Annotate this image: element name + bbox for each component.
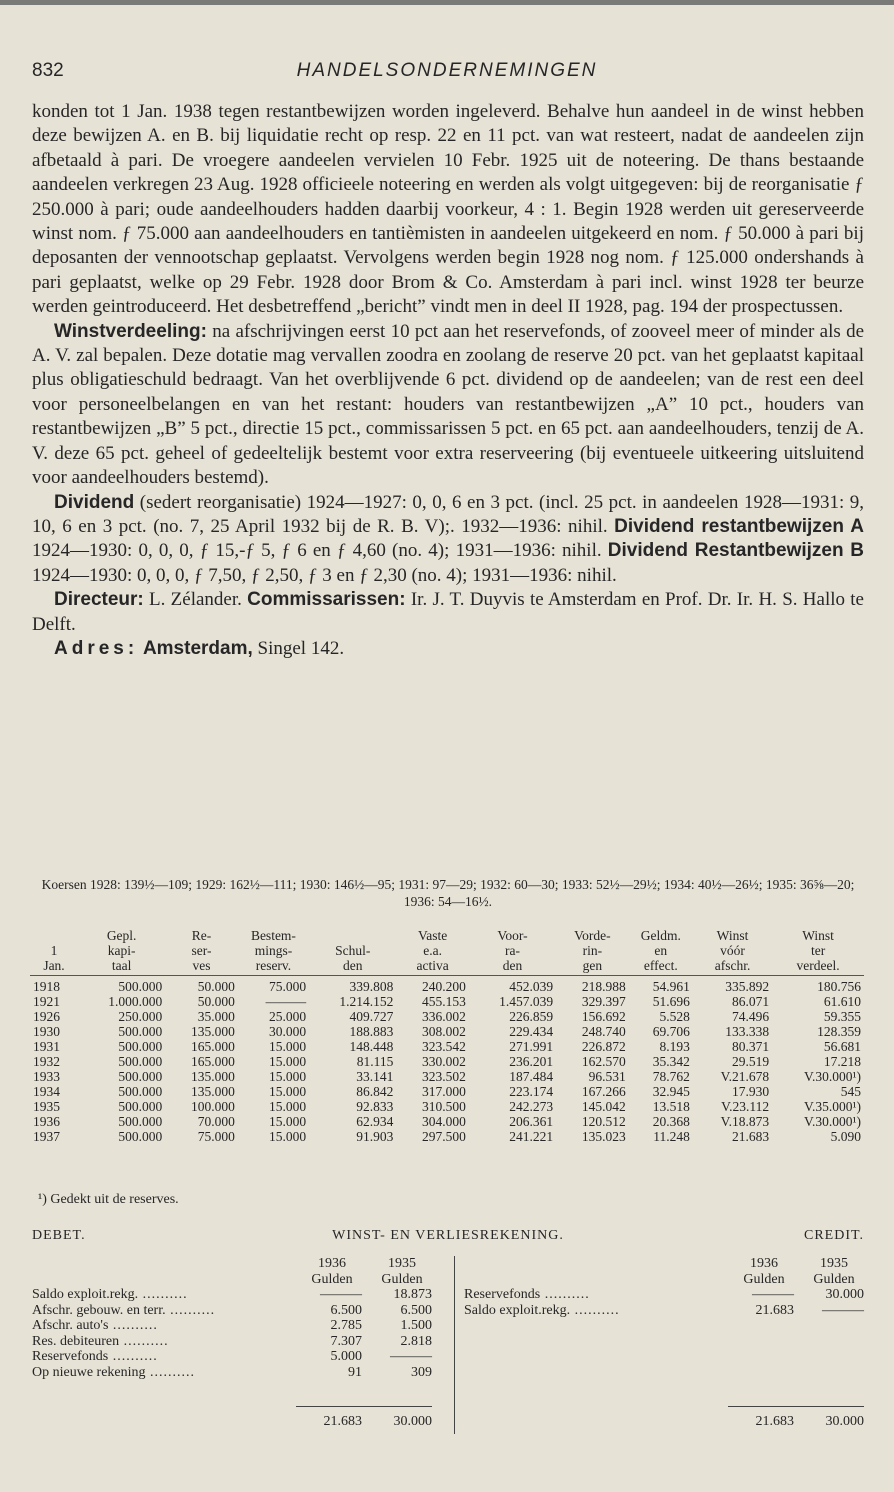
- debet-rows: [32, 1287, 432, 1380]
- table-cell: 74.496: [732, 1009, 770, 1024]
- table-cell: 323.542: [422, 1039, 466, 1054]
- table-cell: 162.570: [581, 1054, 626, 1069]
- credit-unit-row: [464, 1272, 864, 1288]
- account-row: [464, 1287, 864, 1303]
- credit-unit-1: Gulden: [743, 1271, 785, 1287]
- debet-side: [32, 1256, 432, 1380]
- table-cell: 70.000: [197, 1114, 235, 1129]
- table-cell: V.30.000¹): [803, 1069, 861, 1084]
- table-cell: 96.531: [588, 1069, 626, 1084]
- table-cell: 339.808: [349, 979, 394, 994]
- table-cell: 81.115: [356, 1054, 394, 1069]
- table-header-cell: Vaste: [417, 928, 448, 943]
- debet-unit-row: [32, 1272, 432, 1288]
- table-cell: 500.000: [118, 1024, 163, 1039]
- table-cell: 61.610: [823, 994, 861, 1009]
- leader-dots: ..........: [108, 1318, 158, 1333]
- table-cell: 15.000: [268, 1099, 307, 1114]
- table-cell: 75.000: [197, 1129, 235, 1144]
- table-cell: 500.000: [118, 1069, 163, 1084]
- article-body: [32, 100, 864, 661]
- table-cell: 180.756: [817, 979, 861, 994]
- dividend-b-text: 1924—1930: 0, 0, 0, ƒ 7,50, ƒ 2,50, ƒ 3 en ƒ 2,30 (no. 4); 1931—1936: nihil.: [32, 564, 617, 586]
- financial-table: [30, 928, 864, 1144]
- table-cell: 223.174: [509, 1084, 554, 1099]
- leader-dots: ..........: [165, 1302, 216, 1318]
- table-header-cell: den: [469, 958, 556, 976]
- table-header-cell: den: [309, 958, 396, 976]
- account-value-2: ———: [822, 1302, 864, 1318]
- account-row-label: Afschr. auto's: [32, 1318, 109, 1333]
- account-value-2: ———: [390, 1349, 432, 1364]
- credit-totals: [464, 1414, 864, 1430]
- account-value-1: 7.307: [330, 1333, 362, 1349]
- table-cell: 455.153: [422, 994, 466, 1009]
- table-header-cell: en: [654, 943, 668, 958]
- account-row-label-wrap: [464, 1303, 620, 1319]
- account-row-label: Saldo exploit.rekg.: [464, 1302, 571, 1318]
- table-header-row: [30, 928, 864, 943]
- table-header-cell: Voor-: [497, 928, 528, 943]
- table-cell: 15.000: [268, 1129, 307, 1144]
- debet-total-1: 21.683: [323, 1414, 362, 1429]
- table-header-cell: Re-: [191, 928, 212, 943]
- account-row-label: Reservefonds: [32, 1349, 109, 1364]
- table-cell: 86.071: [732, 994, 770, 1009]
- table-cell: 1937: [33, 1129, 60, 1144]
- table-row: [30, 1054, 864, 1069]
- table-cell: 35.342: [652, 1054, 690, 1069]
- table-header-cell: [30, 928, 78, 943]
- table-cell: 1932: [33, 1054, 60, 1069]
- account-value-1: 21.683: [755, 1302, 794, 1318]
- account-row: [32, 1365, 432, 1381]
- table-cell: 56.681: [823, 1039, 861, 1054]
- table-cell: 409.727: [349, 1009, 394, 1024]
- table-header-cell: rin-: [582, 943, 603, 958]
- table-cell: 120.512: [581, 1114, 626, 1129]
- commissarissen-text: Ir. J. T. Duyvis te Amsterdam en Prof. Dr. Ir. H. S. Hallo te Delft.: [32, 589, 864, 635]
- table-header-cell: vóór: [720, 943, 745, 958]
- account-value-2: 1.500: [400, 1318, 432, 1333]
- table-header-row: [30, 943, 864, 958]
- table-header-cell: mings-: [254, 943, 293, 958]
- table-row: [30, 1069, 864, 1084]
- table-cell: 51.696: [652, 994, 690, 1009]
- table-cell: 133.338: [725, 1024, 770, 1039]
- table-header-cell: activa: [396, 958, 469, 976]
- table-header-cell: e.a.: [423, 943, 442, 958]
- table-header-cell: verdeel.: [772, 958, 864, 976]
- account-row-label-wrap: [32, 1334, 169, 1350]
- table-cell: 304.000: [422, 1114, 466, 1129]
- table-cell: 500.000: [118, 1114, 163, 1129]
- table-header-cell: Winst: [716, 928, 749, 943]
- account-value-2: 309: [411, 1364, 432, 1380]
- account-row: [32, 1349, 432, 1365]
- table-cell: 1936: [33, 1114, 60, 1129]
- table-cell: 226.859: [509, 1009, 554, 1024]
- table-cell: 242.273: [509, 1099, 554, 1114]
- table-cell: 229.434: [509, 1024, 554, 1039]
- leader-dots: ..........: [540, 1287, 590, 1302]
- page-number: 832: [32, 60, 64, 81]
- table-header-cell: Gepl.: [106, 928, 137, 943]
- credit-year-1: 1936: [750, 1256, 778, 1271]
- table-cell: 500.000: [118, 1039, 163, 1054]
- credit-total-2: 30.000: [825, 1414, 864, 1429]
- table-cell: 271.991: [509, 1039, 554, 1054]
- dividend-label: Dividend: [54, 491, 135, 513]
- table-cell: 1931: [33, 1039, 60, 1054]
- table-cell: 1935: [33, 1099, 60, 1114]
- leader-dots: ..........: [138, 1287, 188, 1302]
- debet-totals: [32, 1414, 432, 1430]
- table-cell: 135.000: [190, 1084, 235, 1099]
- table-header-cell: ra-: [505, 943, 521, 958]
- table-cell: 78.762: [652, 1069, 690, 1084]
- table-header-cell: ves: [165, 958, 238, 976]
- credit-total-1: 21.683: [755, 1414, 794, 1429]
- table-header-cell: afschr.: [693, 958, 772, 976]
- table-cell: 25.000: [268, 1009, 307, 1024]
- table-cell: 5.528: [659, 1009, 690, 1024]
- credit-side: [464, 1256, 864, 1318]
- paragraph-management: [32, 588, 864, 637]
- table-cell: V.30.000¹): [803, 1114, 861, 1129]
- table-cell: 156.692: [581, 1009, 626, 1024]
- leader-dots: ..........: [119, 1333, 169, 1349]
- debet-title: DEBET.: [32, 1228, 86, 1243]
- table-cell: 330.002: [422, 1054, 466, 1069]
- table-cell: 30.000: [268, 1024, 307, 1039]
- credit-title: CREDIT.: [803, 1228, 864, 1243]
- table-cell: 33.141: [356, 1069, 394, 1084]
- table-cell: 80.371: [732, 1039, 770, 1054]
- table-cell: 128.359: [817, 1024, 861, 1039]
- table-header-cell: Winst: [802, 928, 834, 943]
- table-cell: 135.000: [190, 1024, 235, 1039]
- table-cell: 8.193: [659, 1039, 690, 1054]
- table-row: [30, 1009, 864, 1024]
- table-cell: 323.502: [422, 1069, 466, 1084]
- table-row: [30, 1099, 864, 1114]
- table-header-cell: ser-: [191, 943, 212, 958]
- running-head: HANDELSONDERNEMINGEN: [296, 60, 598, 81]
- table-cell: 5.090: [830, 1129, 861, 1144]
- leader-dots: ..........: [570, 1302, 620, 1318]
- winstverdeeling-text: na afschrijvingen eerst 10 pct aan het reservefonds, of zooveel meer of minder als de A. V. zal bepalen. Deze dotatie mag vervallen zoodra en zoolang de reserve 20 pct. van het geplaatst kapitaal plus obligatieschuld bedraagt. Van het overblijvende 6 pct. dividend op de aandeelen; van de rest een deel voor personeelbelangen en van het restant: houders van restantbewijzen „A” 10 pct., houders van restantbewijzen „B” 5 pct., directie 15 pct., commissarissen 5 pct. en 65 pct. aan aandeelhouders, tenzij de A. V. deze 65 pct. geheel of gedeeltelijk bestemt voor extra reserveering (bij eventueele uitkeering uitsluitend voor aandeelhouders bestemd).: [32, 320, 864, 489]
- account-row: [464, 1303, 864, 1319]
- account-row-label: Res. debiteuren: [32, 1333, 120, 1349]
- table-row: [30, 976, 864, 995]
- account-value-1: 2.785: [330, 1318, 362, 1333]
- leader-dots: ..........: [108, 1349, 158, 1364]
- table-cell: V.23.112: [721, 1099, 770, 1114]
- table-header-cell: effect.: [629, 958, 693, 976]
- credit-unit-2: Gulden: [813, 1271, 855, 1287]
- account-value-2: 2.818: [400, 1333, 432, 1349]
- table-header-cell: Jan.: [30, 958, 78, 976]
- top-scan-border: [0, 0, 894, 5]
- debet-unit-2: Gulden: [381, 1271, 423, 1287]
- financial-table-header: [30, 928, 864, 976]
- table-cell: 15.000: [268, 1084, 307, 1099]
- table-cell: 100.000: [190, 1099, 235, 1114]
- debet-year-row: [32, 1256, 432, 1272]
- table-cell: 1926: [33, 1009, 60, 1024]
- table-cell: 15.000: [268, 1039, 307, 1054]
- adres-city: Amsterdam,: [142, 637, 253, 659]
- table-cell: 20.368: [652, 1114, 690, 1129]
- table-cell: 218.988: [581, 979, 626, 994]
- table-cell: 1.457.039: [499, 994, 554, 1009]
- table-row: [30, 1039, 864, 1054]
- table-header-cell: kapi-: [107, 943, 136, 958]
- credit-year-2: 1935: [820, 1256, 848, 1271]
- table-row: [30, 994, 864, 1009]
- dividend-b-label: Dividend Restantbewijzen B: [607, 540, 865, 562]
- table-cell: 206.361: [509, 1114, 554, 1129]
- table-cell: 1930: [33, 1024, 60, 1039]
- table-cell: 500.000: [118, 979, 163, 994]
- debet-total-2: 30.000: [393, 1414, 432, 1429]
- table-cell: 54.961: [652, 979, 690, 994]
- table-cell: 500.000: [118, 1099, 163, 1114]
- account-row-label-wrap: [464, 1287, 590, 1303]
- table-cell: 1921: [33, 994, 60, 1009]
- account-row-label: Op nieuwe rekening: [32, 1364, 146, 1380]
- commissarissen-label: Commissarissen:: [247, 589, 406, 611]
- account-divider: [454, 1256, 455, 1434]
- table-cell: 17.218: [823, 1054, 861, 1069]
- account-row-label-wrap: [32, 1303, 215, 1319]
- table-cell: 241.221: [509, 1129, 554, 1144]
- table-cell: 11.248: [653, 1129, 690, 1144]
- table-cell: 35.000: [197, 1009, 235, 1024]
- paragraph-winstverdeeling: [32, 320, 864, 491]
- account-value-1: ———: [320, 1287, 362, 1302]
- table-cell: 59.355: [823, 1009, 861, 1024]
- table-cell: 13.518: [652, 1099, 690, 1114]
- account-row-label-wrap: [32, 1287, 188, 1303]
- credit-total-rule: [728, 1406, 864, 1407]
- table-cell: 248.740: [581, 1024, 626, 1039]
- account-value-1: 91: [348, 1364, 362, 1380]
- table-cell: V.21.678: [720, 1069, 770, 1084]
- table-cell: 1918: [33, 979, 60, 994]
- dividend-text: (sedert reorganisatie) 1924—1927: 0, 0, 6 en 3 pct. (incl. 25 pct. in aandeelen 1928—1931: 9, 10, 6 en 3 pct. (no. 7, 25 April 1932 bij de R. B. V);. 1932—1936: nihil.: [32, 491, 864, 537]
- table-cell: 1934: [33, 1084, 60, 1099]
- table-cell: 335.892: [725, 979, 770, 994]
- table-header-row: [30, 958, 864, 976]
- table-cell: 62.934: [356, 1114, 394, 1129]
- paragraph-intro: konden tot 1 Jan. 1938 tegen restantbewijzen worden ingeleverd. Behalve hun aandeel in de winst hebben deze bewijzen A. en B. bij liquidatie recht op resp. 22 en 11 pct. van wat resteert, nadat de aandeelen zijn afbetaald à pari. De vroegere aandeelen vervielen 10 Febr. 1925 uit de noteering. De thans bestaande aandeelen verkregen 23 Aug. 1928 officieele noteering en werden als volgt uitgegeven: bij de reorganisatie ƒ 250.000 à pari; oude aandeelhouders hadden daarbij voorkeur, 4 : 1. Begin 1928 werden uit gereserveerde winst nom. ƒ 75.000 aan aandeelhouders en tantièmisten in aandeelen uitgekeerd en nom. ƒ 50.000 à pari bij deposanten der vennootschap geplaatst. Vervolgens werden begin 1928 nog nom. ƒ 125.000 ondershands à pari geplaatst, welke op 29 Febr. 1928 door Brom & Co. Amsterdam à pari incl. winst 1928 ter beurze werden geintroduceerd. Het desbetreffend „bericht” vindt men in deel II 1928, pag. 194 der prospectussen.: [32, 101, 864, 318]
- table-cell: V.35.000¹): [803, 1099, 861, 1114]
- credit-rows: [464, 1287, 864, 1318]
- debet-year-1: 1936: [318, 1256, 346, 1271]
- table-header-cell: Bestem-: [250, 928, 296, 943]
- table-header-cell: Geldm.: [640, 928, 681, 943]
- table-cell: 500.000: [118, 1054, 163, 1069]
- table-header-cell: gen: [556, 958, 629, 976]
- account-value-2: 18.873: [393, 1287, 432, 1302]
- table-cell: 336.002: [422, 1009, 466, 1024]
- table-cell: 50.000: [197, 979, 235, 994]
- table-cell: 167.266: [581, 1084, 626, 1099]
- table-row: [30, 1084, 864, 1099]
- page-header: [32, 60, 862, 90]
- table-cell: 545: [840, 1084, 861, 1099]
- table-cell: 29.519: [732, 1054, 770, 1069]
- table-header-cell: 1: [50, 943, 58, 958]
- table-header-cell: reserv.: [238, 958, 309, 976]
- table-cell: 500.000: [118, 1084, 163, 1099]
- directeur-text: L. Zélander.: [143, 589, 248, 611]
- account-row-label-wrap: [32, 1349, 158, 1365]
- account-row: [32, 1334, 432, 1350]
- table-row: [30, 1024, 864, 1039]
- account-row: [32, 1318, 432, 1334]
- table-header-cell: [309, 928, 396, 943]
- account-row-label: Reservefonds: [464, 1287, 541, 1302]
- table-cell: 75.000: [268, 979, 307, 994]
- dividend-a-text: 1924—1930: 0, 0, 0, ƒ 15,-ƒ 5, ƒ 6 en ƒ 4,60 (no. 4); 1931—1936: nihil.: [32, 540, 608, 562]
- debet-year-2: 1935: [388, 1256, 416, 1271]
- table-cell: 1.000.000: [108, 994, 163, 1009]
- table-cell: 165.000: [190, 1039, 235, 1054]
- table-cell: 297.500: [422, 1129, 466, 1144]
- table-cell: 15.000: [268, 1114, 307, 1129]
- debet-total-row: [32, 1414, 432, 1430]
- account-row: [32, 1287, 432, 1303]
- table-cell: 69.706: [652, 1024, 690, 1039]
- table-cell: 308.002: [422, 1024, 466, 1039]
- account-value-2: 6.500: [400, 1302, 432, 1318]
- table-cell: V.18.873: [720, 1114, 770, 1129]
- table-row: [30, 1114, 864, 1129]
- table-cell: 148.448: [349, 1039, 394, 1054]
- credit-year-row: [464, 1256, 864, 1272]
- account-row: [32, 1303, 432, 1319]
- account-value-1: ———: [752, 1287, 794, 1302]
- table-cell: 1933: [33, 1069, 60, 1084]
- table-cell: 329.397: [581, 994, 626, 1009]
- adres-street: Singel 142.: [252, 637, 345, 659]
- table-cell: 187.484: [509, 1069, 554, 1084]
- table-cell: 15.000: [268, 1069, 307, 1084]
- account-row-label: Afschr. gebouw. en terr.: [32, 1302, 166, 1318]
- adres-label: Adres:: [54, 637, 139, 659]
- table-cell: 250.000: [118, 1009, 163, 1024]
- table-cell: 21.683: [732, 1129, 770, 1144]
- table-cell: 317.000: [422, 1084, 466, 1099]
- table-cell: 188.883: [349, 1024, 394, 1039]
- table-header-cell: ter: [810, 943, 826, 958]
- table-cell: 500.000: [118, 1129, 163, 1144]
- account-row-label-wrap: [32, 1365, 195, 1381]
- table-cell: 86.842: [356, 1084, 394, 1099]
- paragraph-adres: [32, 637, 864, 661]
- table-cell: 236.201: [509, 1054, 554, 1069]
- table-header-cell: Schul-: [335, 943, 371, 958]
- paragraph-dividend: [32, 491, 864, 589]
- debet-unit-1: Gulden: [311, 1271, 353, 1287]
- table-cell: 91.903: [356, 1129, 394, 1144]
- leader-dots: ..........: [145, 1364, 196, 1380]
- winst-verliesrekening: [32, 1228, 864, 1440]
- debet-total-rule: [296, 1406, 432, 1407]
- account-value-1: 5.000: [330, 1349, 362, 1364]
- dividend-a-label: Dividend restantbewijzen A: [614, 515, 865, 537]
- table-cell: 1.214.152: [339, 994, 394, 1009]
- table-cell: ———: [265, 994, 307, 1009]
- footnote: ¹) Gedekt uit de reserves.: [38, 1192, 179, 1207]
- table-row: [30, 1129, 864, 1144]
- table-cell: 15.000: [268, 1054, 307, 1069]
- account-row-label: Saldo exploit.rekg.: [32, 1287, 139, 1302]
- table-cell: 32.945: [652, 1084, 690, 1099]
- koersen-line: Koersen 1928: 139½—109; 1929: 162½—111; 1930: 146½—95; 1931: 97—29; 1932: 60—30; 1933: 52½—29½; 1934: 40½—26½; 1935: 36⅝—20; 1936: 54—16½.: [41, 877, 855, 909]
- table-cell: 135.000: [190, 1069, 235, 1084]
- table-cell: 50.000: [197, 994, 235, 1009]
- table-cell: 135.023: [581, 1129, 626, 1144]
- account-value-2: 30.000: [825, 1287, 864, 1302]
- account-header: [32, 1228, 864, 1248]
- table-cell: 165.000: [190, 1054, 235, 1069]
- account-value-1: 6.500: [330, 1302, 362, 1318]
- table-cell: 92.833: [356, 1099, 394, 1114]
- table-header-cell: Vorde-: [574, 928, 611, 943]
- table-cell: 452.039: [509, 979, 554, 994]
- table-cell: 226.872: [581, 1039, 626, 1054]
- account-row-label-wrap: [32, 1318, 158, 1334]
- table-cell: 310.500: [422, 1099, 466, 1114]
- table-cell: 240.200: [422, 979, 466, 994]
- directeur-label: Directeur:: [54, 589, 144, 611]
- winstverdeeling-label: Winstverdeeling:: [54, 320, 207, 342]
- financial-table-body: [30, 976, 864, 1145]
- table-header-cell: taal: [78, 958, 165, 976]
- table-cell: 145.042: [581, 1099, 626, 1114]
- table-cell: 17.930: [732, 1084, 770, 1099]
- credit-total-row: [464, 1414, 864, 1430]
- account-title: WINST- EN VERLIESREKENING.: [332, 1228, 564, 1243]
